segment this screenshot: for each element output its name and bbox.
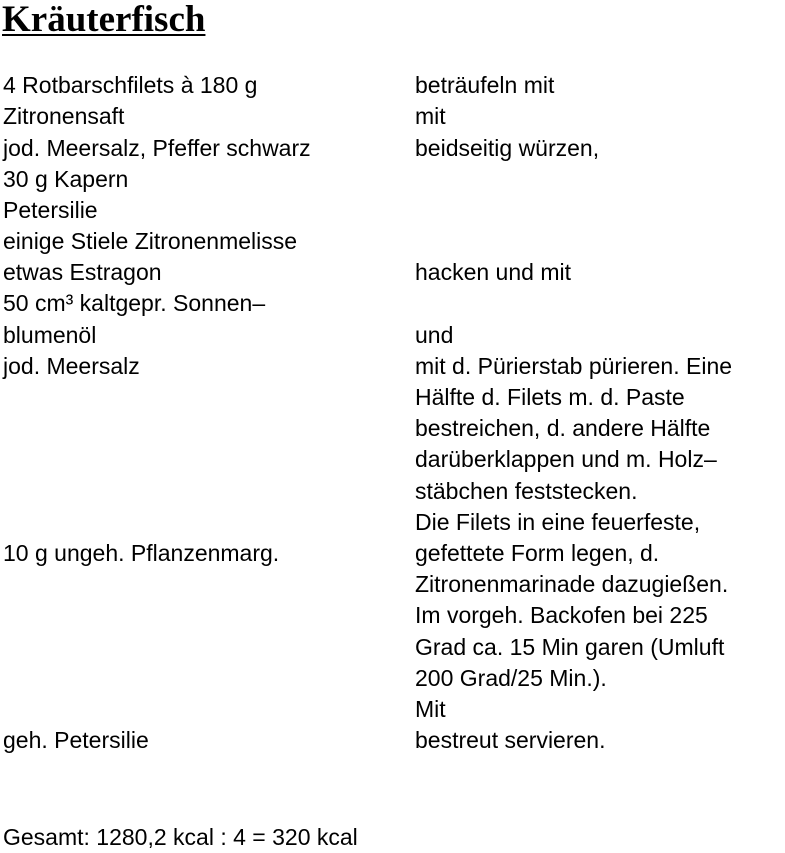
ingredient: geh. Petersilie: [3, 727, 149, 753]
recipe-row: [0, 663, 785, 694]
recipe-row: [0, 320, 785, 351]
recipe-row: [0, 694, 785, 725]
ingredient: jod. Meersalz: [3, 353, 140, 379]
recipe-row: [0, 70, 785, 101]
instruction: mit d. Pürierstab pürieren. Eine: [415, 353, 733, 379]
recipe-row: [0, 569, 785, 600]
ingredient: blumenöl: [3, 322, 97, 348]
recipe-title: Kräuterfisch: [2, 0, 206, 40]
instruction: und: [415, 322, 454, 348]
recipe-row: [0, 226, 785, 257]
recipe-row: [0, 725, 785, 756]
recipe-row: [0, 288, 785, 319]
ingredient: 4 Rotbarschfilets à 180 g: [3, 72, 258, 98]
recipe-row: [0, 164, 785, 195]
recipe-row: [0, 101, 785, 132]
recipe-row: [0, 195, 785, 226]
instruction: Mit: [415, 696, 446, 722]
instruction: Im vorgeh. Backofen bei 225: [415, 602, 708, 628]
ingredient: Petersilie: [3, 197, 98, 223]
instruction: Grad ca. 15 Min garen (Umluft: [415, 634, 725, 660]
recipe-row: [0, 351, 785, 382]
instruction: hacken und mit: [415, 259, 571, 285]
ingredient: 10 g ungeh. Pflanzenmarg.: [3, 540, 280, 566]
recipe-row: [0, 382, 785, 413]
ingredient: jod. Meersalz, Pfeffer schwarz: [3, 135, 311, 161]
recipe-row: [0, 413, 785, 444]
recipe-row: [0, 133, 785, 164]
instruction: darüberklappen und m. Holz–: [415, 446, 717, 472]
recipe-row: [0, 507, 785, 538]
ingredient: etwas Estragon: [3, 259, 162, 285]
instruction: 200 Grad/25 Min.).: [415, 665, 607, 691]
ingredient: 30 g Kapern: [3, 166, 129, 192]
instruction: Hälfte d. Filets m. d. Paste: [415, 384, 685, 410]
instruction: beidseitig würzen,: [415, 135, 600, 161]
ingredient: 50 cm³ kaltgepr. Sonnen–: [3, 290, 266, 316]
instruction: bestreut servieren.: [415, 727, 606, 753]
instruction: Zitronenmarinade dazugießen.: [415, 571, 729, 597]
recipe-row: [0, 600, 785, 631]
instruction: beträufeln mit: [415, 72, 555, 98]
instruction: bestreichen, d. andere Hälfte: [415, 415, 711, 441]
recipe-row: [0, 476, 785, 507]
ingredient: einige Stiele Zitronenmelisse: [3, 228, 298, 254]
recipe-row: [0, 538, 785, 569]
recipe-row: [0, 257, 785, 288]
calorie-total: Gesamt: 1280,2 kcal : 4 = 320 kcal: [3, 824, 358, 850]
instruction: stäbchen feststecken.: [415, 478, 638, 504]
instruction: mit: [415, 103, 446, 129]
recipe-row: [0, 632, 785, 663]
instruction: gefettete Form legen, d.: [415, 540, 660, 566]
ingredient: Zitronensaft: [3, 103, 125, 129]
instruction: Die Filets in eine feuerfeste,: [415, 509, 701, 535]
recipe-row: [0, 444, 785, 475]
